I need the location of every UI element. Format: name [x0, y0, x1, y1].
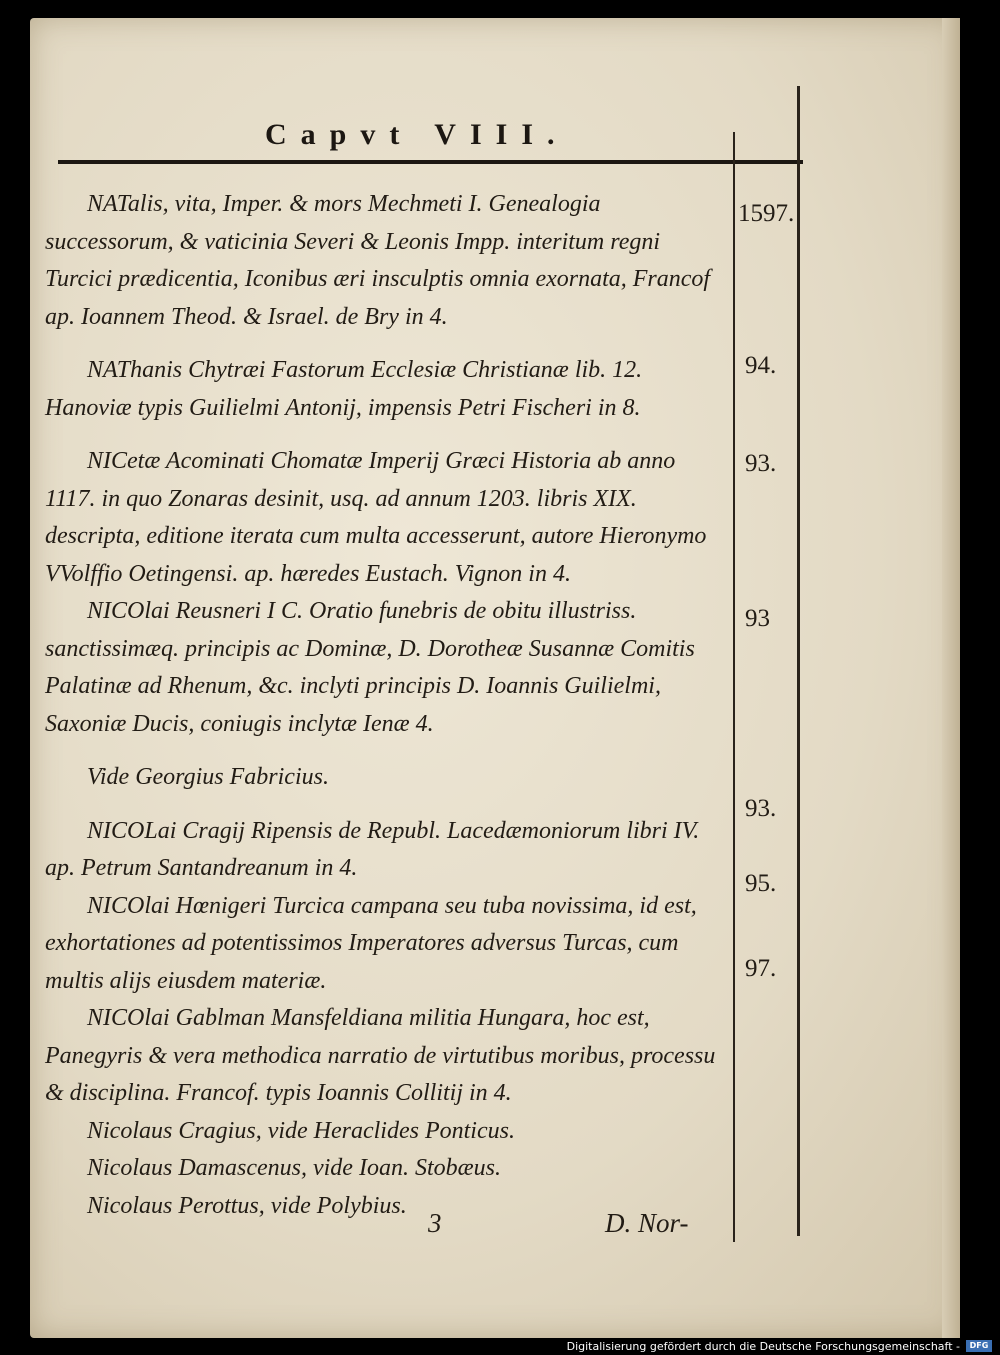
entry-list — [45, 186, 725, 1225]
entry-6: NICOLai Cragij Ripensis de Republ. Lacedæmoniorum libri IV. ap. Petrum Santandreanum in 4. — [45, 817, 700, 881]
entry-11: Nicolaus Perottus, vide Polybius. — [87, 1192, 407, 1219]
catchword: D. Nor- — [605, 1208, 689, 1238]
page-header: Capvt VIII. — [265, 118, 569, 151]
signature-mark: 3 — [428, 1208, 442, 1238]
entry-8: NICOlai Gablman Mansfeldiana militia Hungara, hoc est, Panegyris & vera methodica narratio de virtutibus moribus, processu & disciplina. Francof. typis Ioannis Collitij in 4. — [45, 1005, 716, 1106]
page-edge — [942, 18, 960, 1338]
column-rule-left — [733, 132, 735, 1242]
entry-3: NICetæ Acominati Chomatæ Imperij Græci Historia ab anno 1117. in quo Zonaras desinit, usq. ad annum 1203. libris XIX. descripta, editione iterata cum multa accesserunt, autore Hieronymo VVolffio Oetingensi. ap. hæredes Eustach. Vignon in 4. — [45, 448, 707, 587]
year-6: 93. — [745, 795, 777, 822]
year-8: 97. — [745, 955, 777, 982]
banner-text: Digitalisierung gefördert durch die Deutsche Forschungsgemeinschaft - — [566, 1340, 960, 1353]
year-4: 93 — [745, 605, 770, 632]
year-1: 1597. — [738, 200, 795, 227]
entry-2: NAThanis Chytræi Fastorum Ecclesiæ Christianæ lib. 12. Hanoviæ typis Guilielmi Antonij, impensis Petri Fischeri in 8. — [45, 357, 643, 421]
year-7: 95. — [745, 870, 777, 897]
entry-9: Nicolaus Cragius, vide Heraclides Ponticus. — [87, 1117, 515, 1144]
year-3: 93. — [745, 450, 777, 477]
entry-4: NICOlai Reusneri I C. Oratio funebris de obitu illustriss. sanctissimæq. principis ac Dominæ, D. Dorotheæ Susannæ Comitis Palatinæ ad Rhenum, &c. inclyti principis D. Ioannis Guilielmi, Saxoniæ Ducis, coniugis inclytæ Ienæ 4. — [45, 598, 695, 737]
year-2: 94. — [745, 352, 777, 379]
entry-10: Nicolaus Damascenus, vide Ioan. Stobæus. — [87, 1155, 501, 1181]
header-rule — [58, 160, 803, 164]
column-rule-right — [797, 86, 800, 1236]
entry-5: Vide Georgius Fabricius. — [87, 764, 329, 790]
dfg-logo: DFG — [966, 1340, 992, 1352]
entry-1: NATalis, vita, Imper. & mors Mechmeti I. Genealogia successorum, & vaticinia Severi & Leonis Impp. interitum regni Turcici prædicentia, Iconibus æri insculptis omnia exornata, Francof ap. Ioannem Theod. & Israel. de Bry in 4. — [45, 191, 711, 330]
entry-7: NICOlai Hœnigeri Turcica campana seu tuba novissima, id est, exhortationes ad potentissimos Imperatores adversus Turcas, cum multis alijs eiusdem materiæ. — [45, 892, 697, 994]
